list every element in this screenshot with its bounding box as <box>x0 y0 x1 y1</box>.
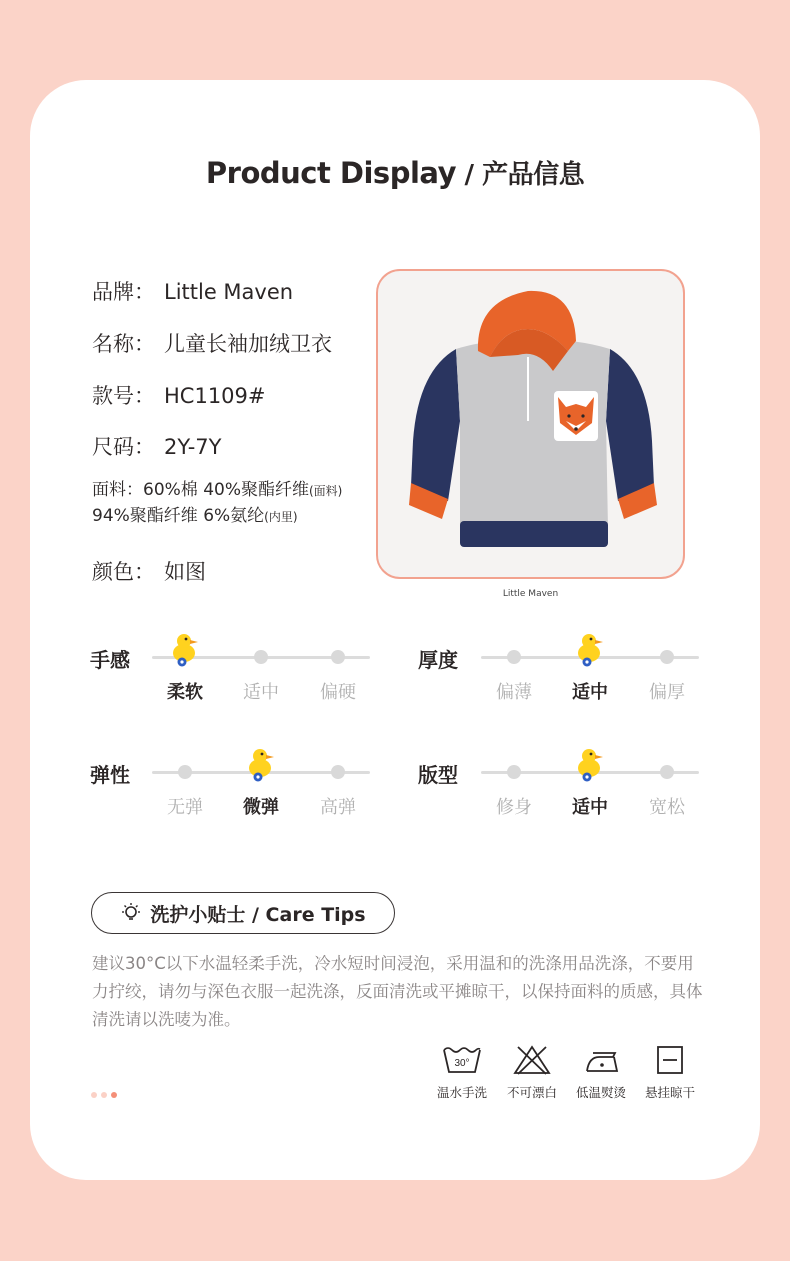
scale-dot <box>331 765 345 779</box>
scale-option: 适中 <box>572 797 608 818</box>
duck-marker-icon <box>574 631 606 667</box>
scale-dot <box>331 650 345 664</box>
product-photo <box>376 269 685 579</box>
care-wash <box>427 1045 497 1101</box>
page-title: Product Display / 产品信息 <box>205 156 585 190</box>
care-label: 低温熨烫 <box>575 1085 626 1100</box>
lightbulb-icon <box>120 902 142 924</box>
page-dot <box>101 1092 107 1098</box>
photo-caption: Little Maven <box>502 589 559 599</box>
scale-option: 修身 <box>496 797 532 818</box>
scale-option: 微弹 <box>243 797 279 818</box>
scale-option: 柔软 <box>167 682 203 703</box>
care-tips-text: 建议30°C以下水温轻柔手洗，冷水短时间浸泡，采用温和的洗涤用品洗涤，不要用力拧绞，请勿与深色衣服一起洗涤，反面清洗或平摊晾干，以保持面料的质感，具体清洗请以洗唛为准。 <box>92 954 703 1029</box>
scale-option: 宽松 <box>649 797 685 818</box>
care-dry <box>635 1045 705 1101</box>
scale-dot <box>178 765 192 779</box>
scale-dot <box>254 650 268 664</box>
scale-option: 高弹 <box>320 797 356 818</box>
scale-option: 适中 <box>243 682 279 703</box>
info-fabric: 面料：60%棉 40%聚酯纤维(面料) 94%聚酯纤维 6%氨纶(内里) <box>92 480 343 526</box>
scale-option: 无弹 <box>167 797 203 818</box>
care-label: 不可漂白 <box>506 1085 557 1100</box>
duck-marker-icon <box>574 746 606 782</box>
scale-label: 弹性 <box>90 763 130 787</box>
care-label: 温水手洗 <box>436 1085 487 1100</box>
info-model: 款号： HC1109# <box>92 384 266 408</box>
svg-text:30°: 30° <box>454 1058 470 1069</box>
scale-dot <box>660 650 674 664</box>
wash-30-icon <box>441 1045 483 1075</box>
care-label: 悬挂晾干 <box>644 1085 695 1100</box>
no-bleach-icon <box>512 1045 552 1075</box>
scale-label: 手感 <box>90 648 130 672</box>
page-dot-active <box>111 1092 117 1098</box>
page-indicator <box>91 1092 117 1098</box>
care-iron <box>566 1045 636 1101</box>
scale-option: 偏硬 <box>320 682 356 703</box>
hoodie-illustration <box>378 271 683 577</box>
scale-label: 厚度 <box>418 648 458 672</box>
iron-low-icon <box>581 1045 621 1075</box>
hang-dry-icon <box>650 1045 690 1075</box>
scale-option: 偏厚 <box>649 682 685 703</box>
scale-label: 版型 <box>418 763 458 787</box>
duck-marker-icon <box>245 746 277 782</box>
info-size: 尺码： 2Y-7Y <box>92 435 222 459</box>
duck-marker-icon <box>169 631 201 667</box>
scale-option: 适中 <box>572 682 608 703</box>
info-brand: 品牌： Little Maven <box>92 280 294 304</box>
scale-option: 偏薄 <box>496 682 532 703</box>
info-name: 名称： 儿童长袖加绒卫衣 <box>92 332 332 356</box>
care-tips-title: 洗护小贴士 / Care Tips <box>91 892 395 934</box>
scale-dot <box>507 650 521 664</box>
care-bleach <box>497 1045 567 1101</box>
page-dot <box>91 1092 97 1098</box>
scale-dot <box>660 765 674 779</box>
info-color: 颜色： 如图 <box>92 560 206 584</box>
scale-dot <box>507 765 521 779</box>
